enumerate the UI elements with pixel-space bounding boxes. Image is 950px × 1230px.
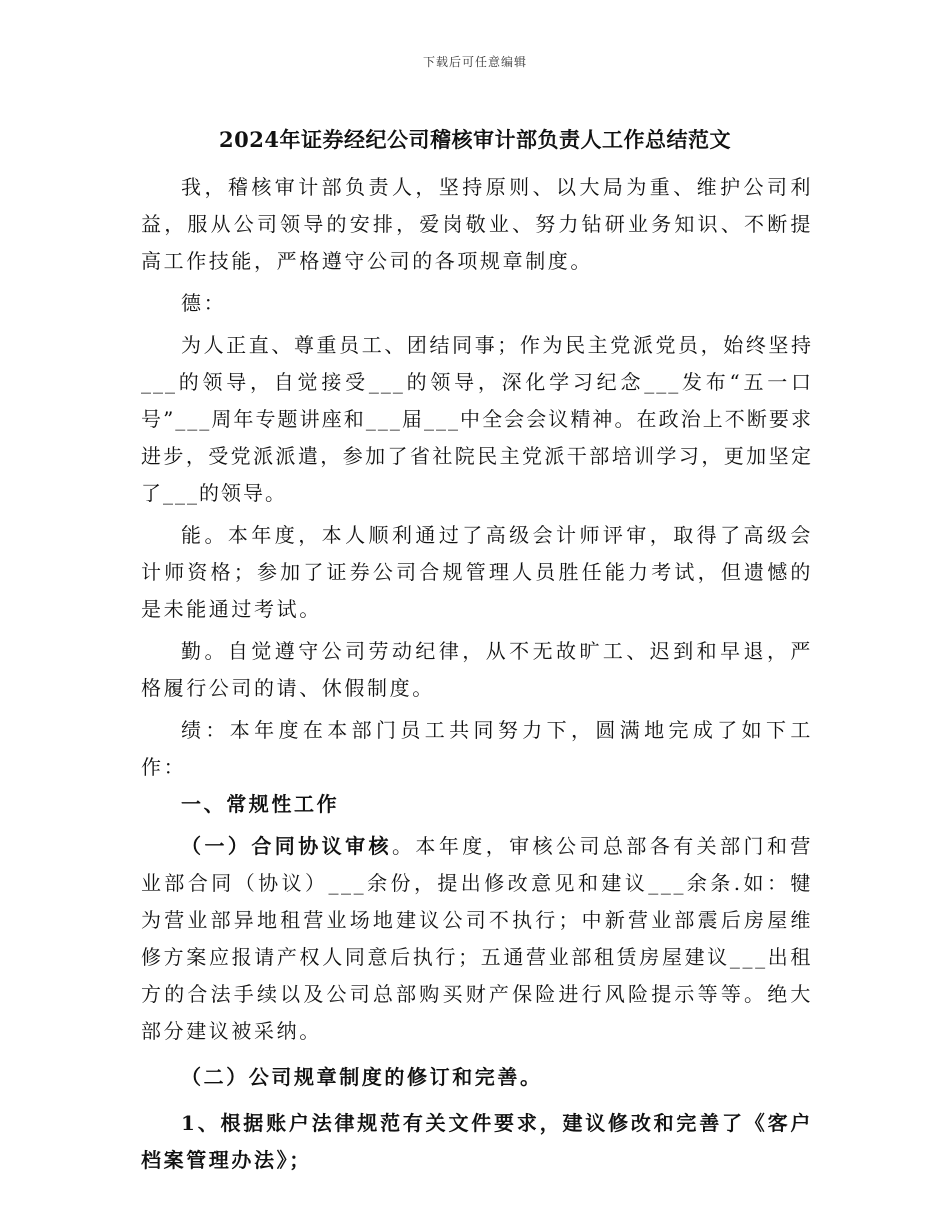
document-body xyxy=(141,169,813,1179)
header-note: 下载后可任意编辑 xyxy=(422,55,527,69)
achievement-paragraph: 绩：本年度在本部门员工共同努力下，圆满地完成了如下工作： xyxy=(141,718,813,779)
rules-revision-point-1: 1、根据账户法律规范有关文件要求，建议修改和完善了《客户档案管理办法》； xyxy=(141,1111,813,1172)
ability-paragraph: 能。本年度，本人顺利通过了高级会计师评审，取得了高级会计师资格；参加了证券公司合规管理人员胜任能力考试，但遗憾的是未能通过考试。 xyxy=(141,523,813,621)
document-title: 2024年证券经纪公司稽核审计部负责人工作总结范文 xyxy=(219,127,731,152)
contract-review-paragraph xyxy=(141,828,813,1050)
contract-review-heading: （一）合同协议审核 xyxy=(181,834,392,858)
virtue-label: 德： xyxy=(181,291,227,315)
contract-review-text: 。本年度，审核公司总部各有关部门和营业部合同（协议）___余份，提出修改意见和建议___余条.如：犍为营业部异地租营业场地建议公司不执行；中新营业部震后房屋维修方案应报请产权人同意后执行；五通营业部租赁房屋建议___出租方的合法手续以及公司总部购买财产保险进行风险提示等等。绝大部分建议被采纳。 xyxy=(141,834,813,1043)
section-1-heading: 一、常规性工作 xyxy=(181,792,340,816)
intro-paragraph: 我，稽核审计部负责人，坚持原则、以大局为重、维护公司利益，服从公司领导的安排，爱岗敬业、努力钻研业务知识、不断提高工作技能，严格遵守公司的各项规章制度。 xyxy=(141,175,813,273)
virtue-paragraph: 为人正直、尊重员工、团结同事；作为民主党派党员，始终坚持___的领导，自觉接受___的领导，深化学习纪念___发布“五一口号”___周年专题讲座和___届___中全会会议精神。在政治上不断要求进步，受党派派遣，参加了省社院民主党派干部培训学习，更加坚定了___的领导。 xyxy=(141,333,813,505)
rules-revision-heading: （二）公司规章制度的修订和完善。 xyxy=(181,1065,543,1089)
diligence-paragraph: 勤。自觉遵守公司劳动纪律，从不无故旷工、迟到和早退，严格履行公司的请、休假制度。 xyxy=(141,639,813,700)
